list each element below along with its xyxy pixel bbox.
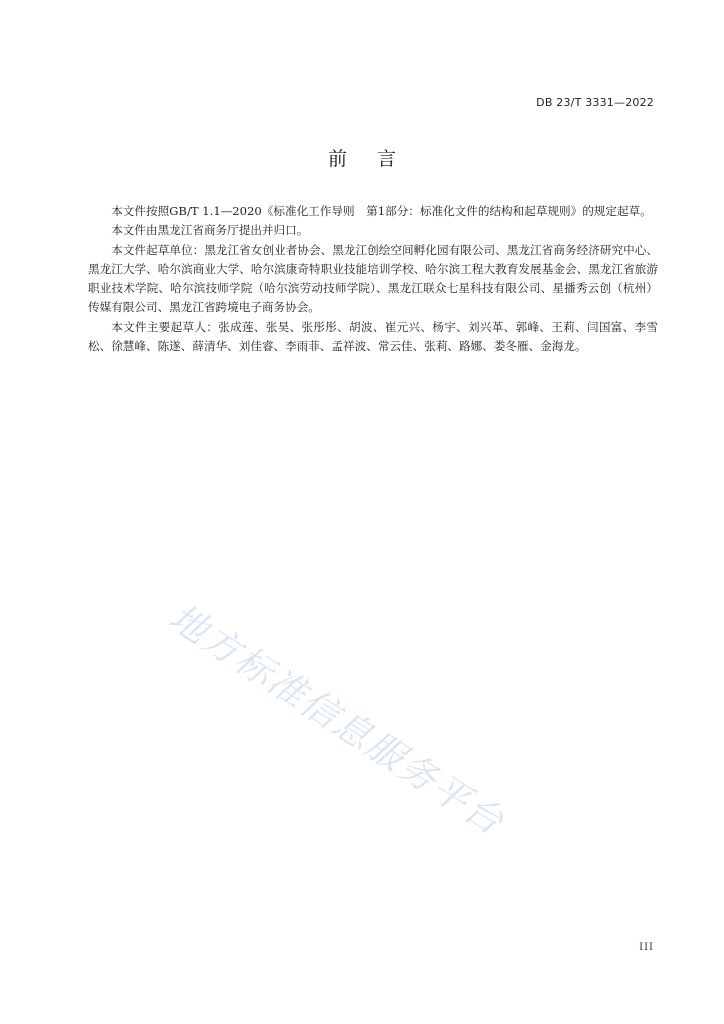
paragraph-proposer: 本文件由黑龙江省商务厅提出并归口。 <box>111 223 309 238</box>
document-code: DB 23/T 3331—2022 <box>536 96 654 109</box>
page-number: III <box>639 942 654 953</box>
foreword-body <box>88 202 658 356</box>
paragraph-drafters: 本文件主要起草人：张成莲、张昊、张彤彤、胡波、崔元兴、杨宇、刘兴革、郭峰、王莉、闫国富、李雪松、徐慧峰、陈遂、薛清华、刘佳睿、李雨菲、孟祥波、常云佳、张莉、路娜、娄冬雁、金海龙。 <box>88 319 658 354</box>
paragraph-drafting-units: 本文件起草单位：黑龙江省女创业者协会、黑龙江创绘空间孵化园有限公司、黑龙江省商务经济研究中心、黑龙江大学、哈尔滨商业大学、哈尔滨康奇特职业技能培训学校、哈尔滨工程大教育发展基金会、黑龙江省旅游职业技术学院、哈尔滨技师学院（哈尔滨劳动技师学院）、黑龙江联众七星科技有限公司、星播秀云创（杭州）传媒有限公司、黑龙江省跨境电子商务协会。 <box>88 242 658 315</box>
page-title: 前言 <box>327 148 426 170</box>
paragraph-drafting-basis: 本文件按照GB/T 1.1—2020《标准化工作导则 第1部分：标准化文件的结构和起草规则》的规定起草。 <box>111 204 652 218</box>
watermark-text: 地方标准信息服务平台 <box>161 595 513 845</box>
